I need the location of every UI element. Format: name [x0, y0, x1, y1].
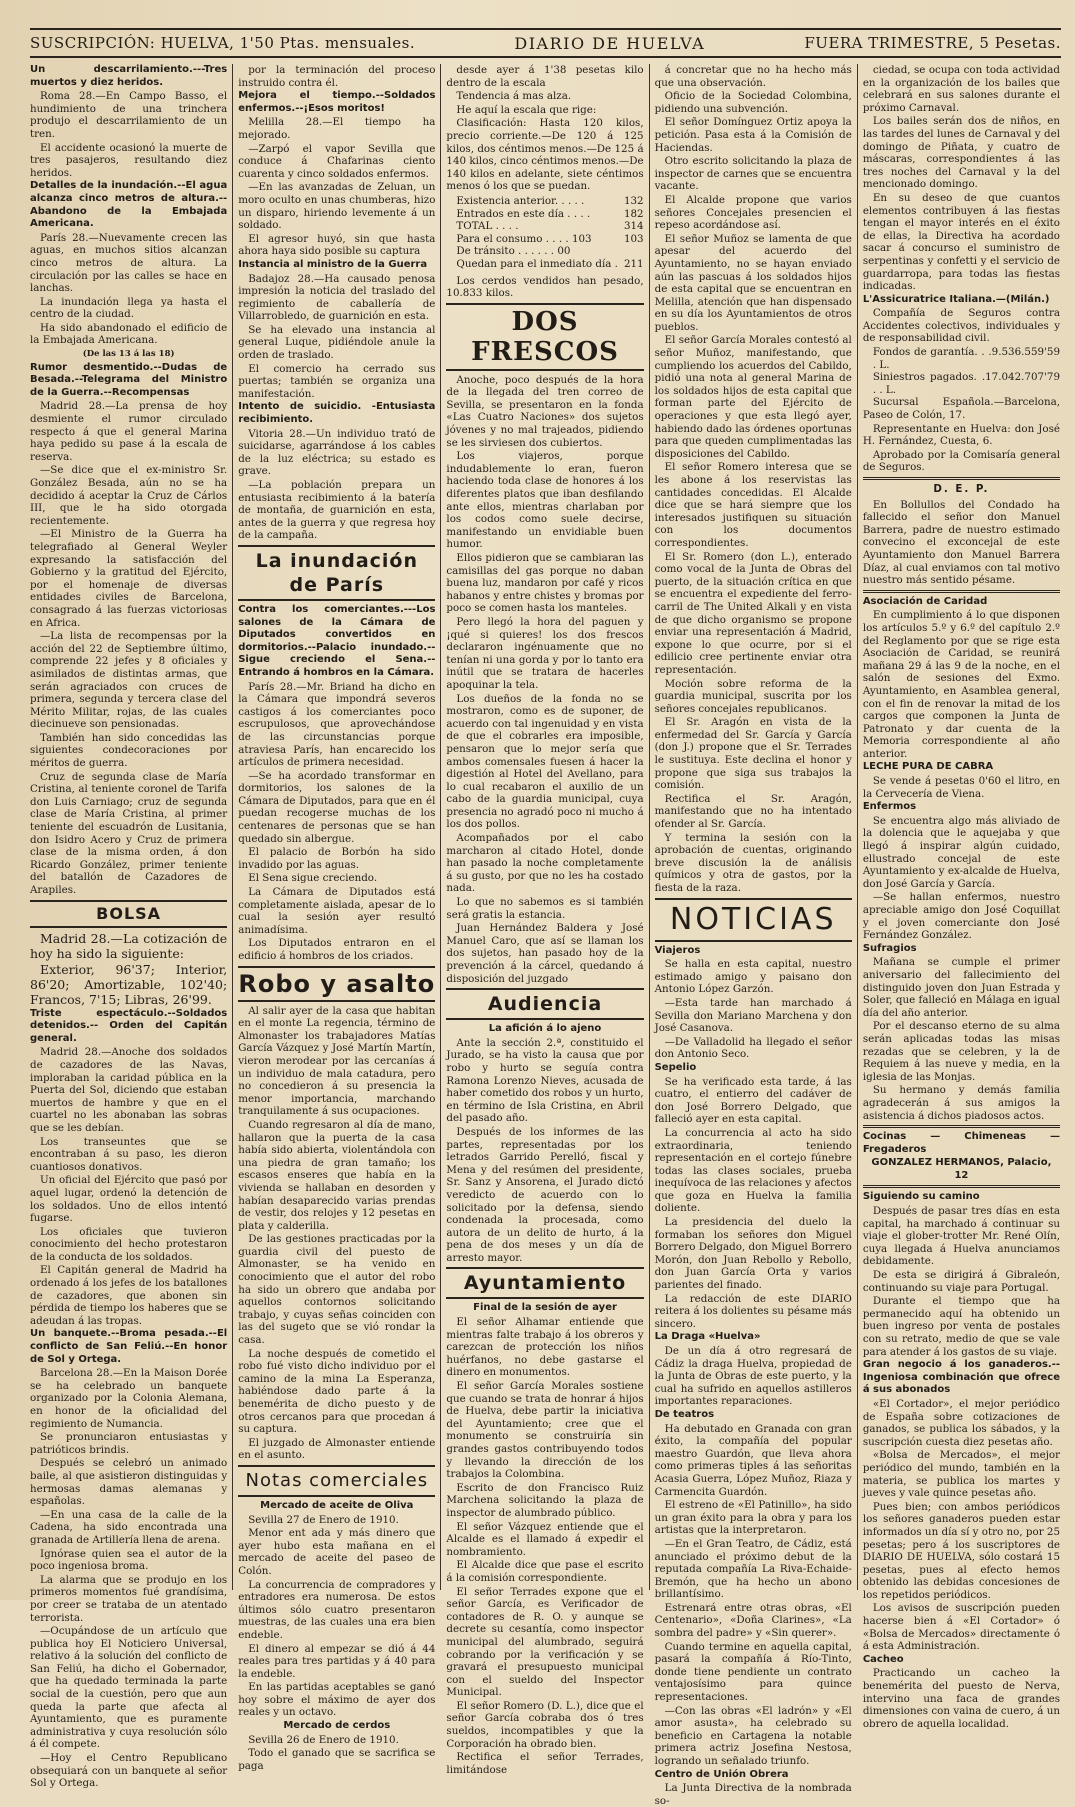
paragraph: El Sr. Aragón en vista de la enfermedad del Sr. García y García (don J.) propone que el Sr. Terrades le sustituya. Este declina el honor y propone que siga sus trabajos la comisión. — [654, 716, 852, 792]
advertisement-line: Cocinas — Chimeneas — Fregaderos — [862, 1131, 1061, 1155]
paragraph: Ha debutado en Granada con gran éxito, la compañía del popular maestro Guardón, que lleva ahora como primeras tiples á las señoritas Acasia Guerra, López Muñoz, Riaza y Carmencita Guardón. — [654, 1422, 852, 1498]
paragraph: Barcelona 28.—En la Maison Dorée se ha celebrado un banquete organizado por la Colonia Alemana, en honor de la oficialidad del regimiento de Numancia. — [30, 1367, 228, 1430]
headline: LECHE PURA DE CABRA — [862, 761, 994, 773]
paragraph: Y termina la sesión con la aprobación de cuentas, originando breve discusión la de análisis químicos y otra de gastos, por la fiesta de la raza. — [654, 831, 852, 894]
paragraph: El Alcalde propone que varios señores Concejales presencien el repeso acordándose así. — [654, 193, 852, 232]
insurance-figure: Fondos de garantía. . . . L. 9.536.559'59 — [872, 346, 1061, 371]
paragraph: El accidente ocasionó la muerte de tres pasajeros, resultando diez heridos. — [30, 141, 228, 179]
paragraph: Sucursal Española.—Barcelona, Paseo de Colón, 17. — [862, 396, 1061, 422]
paragraph: París 28.—Mr. Briand ha dicho en la Cámara que impondrá severos castigos á los comerciantes poco escrupulosos, que aprovechándose de las circunstancias porque atraviesa París, han encarecido los artículos de primera necesidad. — [238, 680, 436, 769]
obituary-mark: D. E. P. — [933, 483, 990, 495]
paragraph: Después de los informes de las partes, representadas por los letrados Garrido Perelló, fiscal y Mena y del resúmen del presidente, Sr. Sanz y Ansorena, el Jurado dictó veredicto de acuerdo con lo solicitado por la defensa, siendo condenada la procesada, como autora de un delito de hurto, á la pena de dos meses y un día de arresto mayor. — [446, 1125, 644, 1264]
paragraph: Pues bien; con ambos periódicos los señores ganaderos pueden estar informados un día sí y otro no, por 25 pesetas; pero á los suscriptores de DIARIO DE HUELVA, sólo costará 15 pesetas, pues al efecto hemos obtenido las debidas concesiones de los repetidos periódicos. — [862, 1500, 1061, 1601]
paragraph: Estrenará entre otras obras, «El Centenario», «Doña Clarines», «La sombra del padre» y «Sin querer». — [654, 1601, 852, 1640]
paragraph: Los oficiales que tuvieron conocimiento del hecho protestaron de la conducta de los soldados. — [30, 1225, 228, 1263]
paragraph: El señor Romero interesa que se les abone á los reservistas las cantidades concedidas. El Alcalde dice que se hará siempre que los interesados justifiquen su situación con los documentos correspondientes. — [654, 461, 852, 549]
headline: Rumor desmentido.--Dudas de Besada.--Telegrama del Ministro de la Guerra.--Recompensas — [30, 361, 228, 398]
section-banner-dos-frescos: DOS FRESCOS — [446, 303, 643, 371]
paragraph: —La lista de recompensas por la acción del 22 de Septiembre último, comprende 22 jefes y 8 oficiales y asimilados de distintas armas, que serán agraciados con cruces de primera, segunda y tercera clase del Mérito Militar, rojas, de las cuales diecinueve son pensionadas. — [30, 630, 228, 731]
paragraph: Juan Hernández Baldera y José Manuel Caro, que así se llaman los dos sujetos, han pasado hoy de la prevención á la cárcel, quedando á disposición del juzgado — [446, 922, 644, 985]
paragraph: El señor Terrades expone que el señor García, es Verificador de contadores de R. O. y aunque se decrete su cesantía, como inspector municipal del alumbrado, seguirá cobrando por la verificación y se gravará el presupuesto municipal con el sueldo del Inspector Municipal. — [446, 1585, 644, 1699]
paragraph: Melilla 28.—El tiempo ha mejorado. — [238, 116, 436, 141]
paragraph: ciedad, se ocupa con toda actividad en la organización de los bailes que celebrará en sus salones durante el próximo Carnaval. — [862, 64, 1061, 114]
paragraph: —Esta tarde han marchado á Sevilla don Mariano Marchena y don José Casanova. — [654, 996, 852, 1035]
paragraph: á concretar que no ha hecho más que una observación. — [654, 64, 852, 89]
paragraph: De esta se dirigirá á Gibraleón, continuando su viaje para Portugal. — [862, 1269, 1061, 1294]
paragraph: También han sido concedidas las siguientes condecoraciones por méritos de guerra. — [30, 731, 228, 770]
headline: Viajeros — [654, 944, 701, 956]
paragraph: La concurrencia al acto ha sido extraordinaria, teniendo representación en el cortejo fúnebre todas las clases sociales, prueba inequívoca de las relaciones y afectos que goza en Huelva la familia doliente. — [654, 1126, 852, 1215]
headline: Sepelio — [654, 1061, 697, 1073]
paragraph: Rectifica el señor Terrades, limitándose — [446, 1751, 644, 1776]
paragraph: En cumplimiento á lo que disponen los artículos 5.º y 6.º del capítulo 2.º del Reglamento por que se rige esta Asociación de Caridad, se reunirá mañana 29 á las 9 de la noche, en el salón de sesiones del Exmo. Ayuntamiento, en Asamblea general, con el fin de renovar la mitad de los cargos que componen la Junta de Patronato y dar cuenta de la Memoria correspondiente al año anterior. — [862, 609, 1061, 760]
paragraph: El Sena sigue creciendo. — [248, 872, 378, 885]
subheading: Mercado de aceite de Oliva — [260, 1499, 414, 1511]
section-banner-notas: Notas comerciales — [238, 1465, 435, 1497]
subheading: Mercado de cerdos — [283, 1720, 391, 1732]
divider — [863, 1125, 1060, 1128]
paragraph: por la terminación del proceso instruido contra él. — [238, 64, 436, 89]
paragraph: En Bollullos del Condado ha fallecido el señor don Manuel Barrera, padre de nuestro estimado convecino el exconcejal de este Ayuntamiento don Manuel Barrera Díaz, al cual enviamos con tal motivo nuestro más sentido pésame. — [862, 498, 1061, 587]
paragraph: El señor Vázquez entiende que el Alcalde es el llamado á expedir el nombramiento. — [446, 1520, 644, 1558]
paragraph: Anoche, poco después de la hora de la llegada del tren correo de Sevilla, se presentaron en la fonda «Las Cuatro Naciones» dos sujetos jóvenes y no mal trajeados, pidiendo se les sirviesen dos cubiertos. — [446, 373, 644, 449]
paragraph: Pero llegó la hora del paguen y ¡qué si quieres! los dos frescos declararon ingénuamente que no tenían ni una gorda y por lo tanto era inútil que se tratara de hacerles apoquinar la tela. — [446, 615, 644, 691]
headline: La Draga «Huelva» — [654, 1331, 761, 1343]
paragraph: —Zarpó el vapor Sevilla que conduce á Chafarinas ciento cuarenta y cinco soldados enfermos. — [238, 142, 436, 180]
stats-row: Entrados en este día . . . . 182 — [456, 207, 644, 220]
paragraph: Cuando regresaron al día de mano, hallaron que la puerta de la casa había sido abierta, violentándola con una piedra de gran tamaño; los escasos enseres que había en la vivienda se hallaban en desorden y habían desaparecido varias prendas de vestir, dos relojes y 12 pesetas en plata y calderilla. — [238, 1118, 436, 1232]
paragraph: —De Valladolid ha llegado el señor don Antonio Seco. — [654, 1035, 852, 1061]
headline: De teatros — [654, 1408, 715, 1420]
paragraph: Los transeuntes que se encontraban á su paso, les dieron cuantiosos donativos. — [30, 1135, 228, 1173]
headline: Enfermos — [862, 801, 917, 813]
subscription-outside: FUERA TRIMESTRE, 5 Pesetas. — [804, 34, 1061, 52]
headline: Detalles de la inundación.--El agua alcanza cinco metros de altura.--Abandono de la Embajada Americana. — [30, 180, 228, 230]
paragraph: Ellos pidieron que se cambiaran las camisillas del gas porque no daban buena luz, mandaron por café y ricos habanos y entre chistes y bromas por poco se comen hasta los manteles. — [446, 552, 644, 615]
column-2 — [232, 64, 440, 1772]
paragraph: —Se hallan enfermos, nuestro apreciable amigo don José Coquillat y el joven comerciante don José Fernández González. — [862, 891, 1061, 942]
paragraph: —En una casa de la calle de la Cadena, ha sido encontrada una granada de Artillería llena de arena. — [30, 1508, 228, 1546]
paragraph: El estreno de «El Patinillo», ha sido un gran éxito para la obra y para los artistas que la interpretaron. — [654, 1499, 852, 1537]
paragraph: La presidencia del duelo la formaban los señores don Miguel Borrero Delgado, don Miguel Borrero Morón, don Juan Rebollo y Rebollo, don Juan García Orta y varios parientes del finado. — [654, 1216, 852, 1292]
column-1 — [30, 64, 232, 1790]
paragraph: La alarma que se produjo en los primeros momentos fué grandísima, por creer se trataba de un atentado terrorista. — [30, 1573, 228, 1624]
stats-row: Quedan para el inmediato día . 211 — [456, 257, 644, 270]
paragraph: —En las avanzadas de Zeluan, un moro oculto en unas chumberas, hizo un disparo, hiriendo levemente á un soldado. — [238, 181, 436, 232]
paragraph: Sevilla 26 de Enero de 1910. — [248, 1733, 399, 1746]
paragraph: Ha sido abandonado el edificio de la Embajada Americana. — [30, 321, 228, 347]
headline: Un descarrilamiento.---Tres muertos y diez heridos. — [30, 64, 228, 88]
paragraph: —El Ministro de la Guerra ha telegrafiado al General Weyler expresando la satisfacción del Gobierno y la gratitud del Ejército, por el homenaje de diversas entidades civiles de Barcelona, consagrado á las fuerzas victoriosas en Africa. — [30, 528, 228, 629]
paragraph: El señor Domínguez Ortiz apoya la petición. Pasa esta á la Comisión de Haciendas. — [654, 116, 852, 154]
section-banner-inundacion: La inundación de París — [238, 545, 435, 601]
paragraph: Exterior, 96'37; Interior, 86'20; Amortizable, 102'40; Francos, 7'15; Libras, 26'99. — [30, 961, 228, 1007]
divider — [863, 590, 1060, 593]
paragraph: Los viajeros, porque indudablemente lo eran, fueron haciendo toda clase de honores á los diferentes platos que iban desfilando ante ellos, mientras charlaban por los codos como suele decirse, manifestando un envidiable buen humor. — [446, 450, 644, 551]
paragraph: Moción sobre reforma de la guardia municipal, suscrita por los señores concejales republicanos. — [654, 677, 852, 715]
paragraph: Vitoria 28.—Un individuo trató de suicidarse, agarrándose á los cables de la luz eléctrica; su estado es grave. — [238, 427, 436, 478]
paragraph: «Bolsa de Mercados», el mejor periódico del mundo, también en la materia, se publica los martes y jueves y vale quince pesetas año. — [862, 1449, 1061, 1500]
paragraph: —Ocupándose de un artículo que publica hoy El Noticiero Universal, relativo á la solución del conflicto de San Feliú, ha dicho el Gobernador, que ha quedado terminada la parte social de la cuestión, pero que aun queda la parte que afecta al Ayuntamiento, que es puramente administrativa y cuya resolución sólo á él compete. — [30, 1625, 228, 1751]
paragraph: —Hoy el Centro Republicano obsequiará con un banquete al señor Sol y Ortega. — [30, 1752, 228, 1790]
paragraph: Clasificación: Hasta 120 kilos, precio corriente.—De 120 á 125 kilos, dos céntimos menos.—De 125 á 140 kilos, cinco céntimos menos.—De 140 kilos en adelante, siete céntimos menos ó los que se puedan. — [446, 117, 644, 193]
paragraph: El dinero al empezar se dió á 44 reales para tres partidas y á 40 para la endeble. — [238, 1642, 436, 1680]
paragraph: El comercio ha cerrado sus puertas; también se organiza una manifestación. — [238, 362, 436, 400]
paragraph: Se pronunciaron entusiastas y patrióticos brindis. — [30, 1431, 228, 1456]
paragraph: Lo que no sabemos es si también será gratis la estancia. — [446, 896, 644, 921]
section-banner-robo: Robo y asalto — [238, 966, 435, 1002]
paragraph: Se vende á pesetas 0'60 el litro, en la Cervecería de Viena. — [862, 775, 1061, 800]
insurance-figure: Siniestros pagados. . . . L. 17.042.707'79 — [872, 371, 1061, 396]
paragraph: Representante en Huelva: don José H. Fernández, Cuesta, 6. — [862, 422, 1061, 448]
divider — [863, 477, 1060, 480]
paragraph: Sevilla 27 de Enero de 1910. — [248, 1513, 399, 1526]
headline: Cacheo — [862, 1653, 904, 1665]
paragraph: Aprobado por la Comisaría general de Seguros. — [862, 448, 1061, 474]
newspaper-title: DIARIO DE HUELVA — [514, 33, 706, 53]
column-5 — [857, 64, 1065, 1730]
stats-row: Para el consumo . . . . 103 103 — [456, 232, 644, 245]
paragraph: —Se dice que el ex-ministro Sr. González Besada, aún no se ha decidido á aceptar la Cruz de Cárlos III, que le ha sido otorgada recientemente. — [30, 464, 228, 527]
paragraph: Madrid 28.—La prensa de hoy desmiente el rumor circulado respecto á que el general Marina haya pedido su pase á la escala de reserva. — [30, 400, 228, 463]
headline: Mejora el tiempo.--Soldados enfermos.--¡Esos moritos! — [238, 90, 436, 114]
paragraph: Cruz de segunda clase de María Cristina, al teniente coronel de Tarifa don Luis Carniago; cruz de segunda clase de María Cristina, al primer teniente del escuadrón de Lusitania, don Isidro Acero y Cruz de primera clase de la misma orden, á don Ricardo González, primer teniente del batallón de Cazadores de Arapiles. — [30, 770, 228, 896]
paragraph: Madrid 28.—La cotización de hoy ha sido la siguiente: — [30, 930, 228, 961]
paragraph: Menor ent ada y más dinero que ayer hubo esta mañana en el mercado de aceite del paseo de Colón. — [238, 1527, 436, 1577]
paragraph: El señor García Morales sostiene que cuando se trata de honrar á hijos de Huelva, debe partir la iniciativa del Ayuntamiento; cree que el monumento se construiría sin grandes gastos contribuyendo todos y llevando la dirección de los trabajos la Colombina. — [446, 1380, 644, 1481]
paragraph: El Capitán general de Madrid ha ordenado á los jefes de los batallones de cazadores, que abonen sin pérdida de tiempo los haberes que se adeudan á las tropas. — [30, 1264, 228, 1327]
paragraph: La inundación llega ya hasta el centro de la ciudad. — [30, 295, 228, 321]
paragraph: Mañana se cumple el primer aniversario del fallecimiento del distinguido joven don Juan Estrada y Soler, que falleció en Málaga en igual día del año anterior. — [862, 956, 1061, 1019]
paragraph: Se ha verificado esta tarde, á las cuatro, el entierro del cadáver de don José Borrero Delgado, que falleció ayer en esta capital. — [654, 1075, 852, 1126]
subheading: Final de la sesión de ayer — [473, 1302, 617, 1314]
paragraph: Se encuentra algo más aliviado de la dolencia que le aquejaba y que llegó á inspirar algún cuidado, ellustrado concejal de este Ayuntamiento y ex-alcalde de Huelva, don José García y García. — [862, 814, 1061, 890]
paragraph: Acompañados por el cabo marcharon al citado Hotel, donde han pasado la noche completamente á su gusto, por que no les ha costado nada. — [446, 832, 644, 895]
paragraph: El agresor huyó, sin que hasta ahora haya sido posible su captura — [238, 232, 436, 258]
paragraph: Roma 28.—En Campo Basso, el hundimiento de una trinchera produjo el descarrilamiento de un tren. — [30, 90, 228, 140]
paragraph: En su deseo de que cuantos elementos contribuyen á las fiestas tengan el mayor interés en el éxito de ellas, la Directiva ha acordado sacar á concurso el suministro de serpentinas y confetti y el servicio de guardarropa, para todas las fiestas indicadas. — [862, 191, 1061, 293]
paragraph: Un oficial del Ejército que pasó por aquel lugar, ordenó la detención de los soldados. Uno de ellos intentó fugarse. — [30, 1174, 228, 1225]
paragraph: Su hermano y demás familia agradecerán á sus amigos la asistencia á dichos piadosos actos. — [862, 1084, 1061, 1122]
paragraph: La Cámara de Diputados está completamente aislada, apesar de lo cual la sesión ayer resultó animadísima. — [238, 886, 436, 936]
divider — [863, 1185, 1060, 1188]
paragraph: —Con las obras «El ladrón» y «El amor asusta», ha celebrado su beneficio en Cartagena la notable primera actriz Josefina Nestosa, logrando un señalado triunfo. — [654, 1704, 852, 1767]
livestock-stats — [446, 195, 643, 271]
paragraph: «El Cortador», el mejor periódico de España sobre cotizaciones de ganados, se publica los sábados, y la suscripción cuesta diez pesetas año. — [862, 1397, 1061, 1448]
paragraph: De un día á otro regresará de Cádiz la draga Huelva, propiedad de la Junta de Obras de este puerto, y la cual ha sufrido en aquellos astilleros importantes reparaciones. — [654, 1345, 852, 1408]
section-banner-audiencia: Audiencia — [446, 988, 643, 1020]
paragraph: Se halla en esta capital, nuestro estimado amigo y paisano don Antonio López Garzón. — [654, 958, 852, 996]
paragraph: Oficio de la Sociedad Colombina, pidiendo una subvención. — [654, 90, 852, 115]
paragraph: Badajoz 28.—Ha causado penosa impresión la noticia del traslado del regimiento de caballería de Villarrobledo, de guarnición en esta. — [238, 272, 436, 323]
paragraph: París 28.—Nuevamente crecen las aguas, en muchos sitios alcanzan cinco metros de altura. La circulación por las calles se hace en lanchas. — [30, 231, 228, 295]
stats-row: De tránsito . . . . . . 00 — [456, 245, 571, 258]
columns — [30, 64, 1065, 1807]
paragraph: Después se celebró un animado baile, al que asistieron distinguidas y hermosas damas alemanas y españolas. — [30, 1457, 228, 1508]
paragraph: El palacio de Borbón ha sido invadido por las aguas. — [238, 846, 436, 871]
paragraph: —La población prepara un entusiasta recibimiento á la batería de montaña, de guarnición en esta, antes de la guerra y que regresa hoy de la campaña. — [238, 479, 436, 542]
paragraph: La noche después de cometido el robo fué visto dicho individuo por el camino de la mina La Esperanza, habiéndose dado parte á la benemérita de dicho puesto y de otros cercanos para que procedan á su captura. — [238, 1347, 436, 1436]
paragraph: Los Diputados entraron en el edificio á hombros de los criados. — [238, 937, 436, 962]
time-note: (De las 13 á las 18) — [82, 349, 175, 360]
paragraph: Practicando un cacheo la benemérita del puesto de Nerva, intervino una faca de grandes dimensiones con vaina de cuero, á un obrero de aquella localidad. — [862, 1667, 1061, 1730]
paragraph: La redacción de este DIARIO reitera á los dolientes su pésame más sincero. — [654, 1292, 852, 1330]
paragraph: De las gestiones practicadas por la guardia civil del puesto de Almonaster, se ha venido en conocimiento que el autor del robo ha sido un obrero que andaba por aquellos contornos solicitando trabajo, y cuyas señas coinciden con las del sugeto que se vió rondar la casa. — [238, 1233, 436, 1347]
subscription-local: SUSCRIPCIÓN: HUELVA, 1'50 Ptas. mensuales. — [30, 34, 416, 52]
headline: Sufragios — [862, 942, 917, 954]
paragraph: Durante el tiempo que ha permanecido aquí ha obtenido un buen ingreso por venta de postales con su retrato, medio de que se vale para atender á los gastos de su viaje. — [862, 1295, 1061, 1358]
paragraph: —Se ha acordado transformar en dormitorios, los salones de la Cámara de Diputados, para que en él puedan recogerse muchas de los centenares de personas que se han quedado sin albergue. — [238, 769, 436, 845]
headline: L'Assicuratrice Italiana.—(Milán.) — [862, 293, 1050, 305]
paragraph: La concurrencia de compradores y entradores era numerosa. De estos últimos sólo cuatro presentaron muestras, de las cuales una era bien endeble. — [238, 1578, 436, 1641]
advertisement-line: GONZALEZ HERMANOS, Palacio, 12 — [871, 1157, 1052, 1181]
headline: Triste espectáculo.--Soldados detenidos.-- Orden del Capitán general. — [30, 1007, 228, 1044]
paragraph: Compañía de Seguros contra Accidentes colectivos, individuales y de responsabilidad civil. — [862, 307, 1061, 345]
section-banner-noticias: NOTICIAS — [655, 898, 852, 942]
paragraph: Los avisos de suscripción pueden hacerse bien á «El Cortador» ó «Bolsa de Mercados» directamente ó á esta Administración. — [862, 1602, 1061, 1653]
masthead — [30, 28, 1061, 58]
stats-row: Existencia anterior. . . . . 132 — [456, 194, 644, 207]
column-4 — [649, 64, 857, 1807]
paragraph: Madrid 28.—Anoche dos soldados de cazadores de las Navas, imploraban la caridad pública en la Puerta del Sol, diciendo que estaban muertos de hambre y que en el cuartel no les abonaban las sobras que se les debían. — [30, 1046, 228, 1134]
headline: Gran negocio á los ganaderos.--Ingeniosa combinación que ofrece á sus abonados — [862, 1359, 1061, 1396]
paragraph: El Alcalde dice que pase el escrito á la comisión correspondiente. — [446, 1559, 644, 1584]
subheading: La afición á lo ajeno — [488, 1023, 602, 1035]
stats-row: TOTAL . . . . 314 — [456, 220, 644, 233]
paragraph: —En el Gran Teatro, de Cádiz, está anunciado el próximo debut de la reputada compañía La Riva-Echaide-Bremón, que ha hecho un abono brillantísimo. — [654, 1537, 852, 1601]
headline: Siguiendo su camino — [862, 1191, 980, 1203]
paragraph: Los cerdos vendidos han pesado, 10.833 kilos. — [446, 274, 644, 300]
paragraph: He aquí la escala que rige: — [456, 103, 597, 116]
paragraph: El señor Muñoz se lamenta de que apesar del acuerdo del Ayuntamiento, no se hayan enviado aún las pascuas á los soldados hijos de esta capital que se encuentran en Melilla, atención que han dispensado en su día los Ayuntamientos de otros pueblos. — [654, 232, 852, 333]
paragraph: La Junta Directiva de la nombrada so- — [654, 1782, 852, 1807]
paragraph: Todo el ganado que se sacrifica se paga — [238, 1747, 436, 1772]
headline: Un banquete.--Broma pesada.--El conflicto de San Feliú.--En honor de Sol y Ortega. — [30, 1328, 228, 1365]
paragraph: Tendencia á mas alza. — [456, 90, 572, 103]
paragraph: Otro escrito solicitando la plaza de inspector de carnes que se encuentra vacante. — [654, 155, 852, 193]
paragraph: Ante la sección 2.ª, constituido el Jurado, se ha visto la causa que por robo y hurto se seguía contra Ramona Lorenzo Nieves, acusada de haber cometido dos robos y un hurto, en término de Isla Cristina, en Abril del pasado año. — [446, 1036, 644, 1125]
paragraph: Rectifica el Sr. Aragón, manifestando que no ha intentado ofender al Sr. García. — [654, 792, 852, 831]
paragraph: El señor Romero (D. L.), dice que el señor García cobraba dos ó tres sueldos, incompatibles y que la Corporación ha obrado bien. — [446, 1699, 644, 1750]
paragraph: En las partidas aceptables se ganó hoy sobre el máximo de ayer dos reales y un octavo. — [238, 1681, 436, 1719]
headline: Instancia al ministro de la Guerra — [238, 258, 428, 270]
paragraph: Se ha elevado una instancia al general Luque, pidiéndole anule la orden de traslado. — [238, 323, 436, 362]
paragraph: Después de pasar tres días en esta capital, ha marchado á continuar su viaje el glober-trotter Mr. René Olín, cuya llegada á Huelva anunciamos debidamente. — [862, 1205, 1061, 1268]
paragraph: Por el descanso eterno de su alma serán aplicadas todas las misas rezadas que se celebren, y la de Requiem á las nueve y media, en la iglesia de las Monjas. — [862, 1020, 1061, 1083]
headline: Intento de suicidio. -Entusiasta recibimiento. — [238, 401, 436, 426]
paragraph: El señor García Morales contestó al señor Muñoz, manifestando, que cumpliendo los acuerdos del Cabildo, pidió una nota al general Marina de los soldados hijos de esta capital que forman parte del Ejército de operaciones y que esta llegó ayer, habiendo dado las órdenes oportunas para que queden cumplimentadas las disposiciones del Cabildo. — [654, 334, 852, 460]
paragraph: desde ayer á 1'38 pesetas kilo dentro de la escala — [446, 64, 644, 89]
paragraph: El señor Alhamar entiende que mientras falte trabajo á los obreros y carezcan de protección los niños huérfanos, no debe gastarse el dinero en monumentos. — [446, 1316, 644, 1379]
column-3 — [440, 64, 648, 1776]
paragraph: El Sr. Romero (don L.), enterado como vocal de la Junta de Obras del puerto, de la situación crítica en que se encuentra el expediente del ferro-carril de The United Alkali y en vista de que dicho organismo se propone enviar una representación á Madrid, expone lo que ocurre, por si el edilicio cree pertinente enviar otra representación. — [654, 550, 852, 676]
section-banner-bolsa: BOLSA — [30, 900, 227, 928]
paragraph: Cuando termine en aquella capital, pasará la compañía á Río-Tinto, donde tiene pendiente un contrato ventajosísimo para quince representaciones. — [654, 1640, 852, 1704]
headline: Contra los comerciantes.---Los salones de la Cámara de Diputados convertidos en dormitorios.--Palacio inundado.-- Sigue creciendo el Sena.--Entrando á hombros en la Cámara. — [238, 603, 436, 678]
paragraph: Ignórase quien sea el autor de la poco ingeniosa broma. — [30, 1547, 228, 1573]
paragraph: Al salir ayer de la casa que habitan en el monte La regencia, término de Almonaster los trabajadores Matías García Vázquez y José Martín Martín, vieron merodear por las cercanías á un individuo de mala catadura, pero no concedieron á su presencia la menor importancia, marchando tranquilamente á sus ocupaciones. — [238, 1004, 436, 1118]
paragraph: Los dueños de la fonda no se mostraron, como es de suponer, de acuerdo con tal ingenuidad y en vista de que el cobrarles era imposible, pensaron que lo mejor sería que ambos comensales fuesen á hacer la digestión al Hotel del Avellano, para lo cual recabaron el auxilio de un cabo de la guardia municipal, cuya presencia no agradó poco ni mucho á los dos pollos. — [446, 692, 644, 831]
paragraph: El juzgado de Almonaster entiende en el asunto. — [238, 1436, 436, 1462]
headline: Asociación de Caridad — [862, 595, 988, 607]
section-banner-ayuntamiento: Ayuntamiento — [446, 1267, 643, 1299]
paragraph: Los bailes serán dos de niños, en las tardes del lunes de Carnaval y del domingo de Piñata, y cuatro de máscaras, correspondientes á las tres noches del Carnaval y la del mencionado domingo. — [862, 115, 1061, 191]
headline: Centro de Unión Obrera — [654, 1768, 789, 1780]
paragraph: Escrito de don Francisco Ruiz Marchena solicitando la plaza de inspector de alumbrado público. — [446, 1481, 644, 1519]
